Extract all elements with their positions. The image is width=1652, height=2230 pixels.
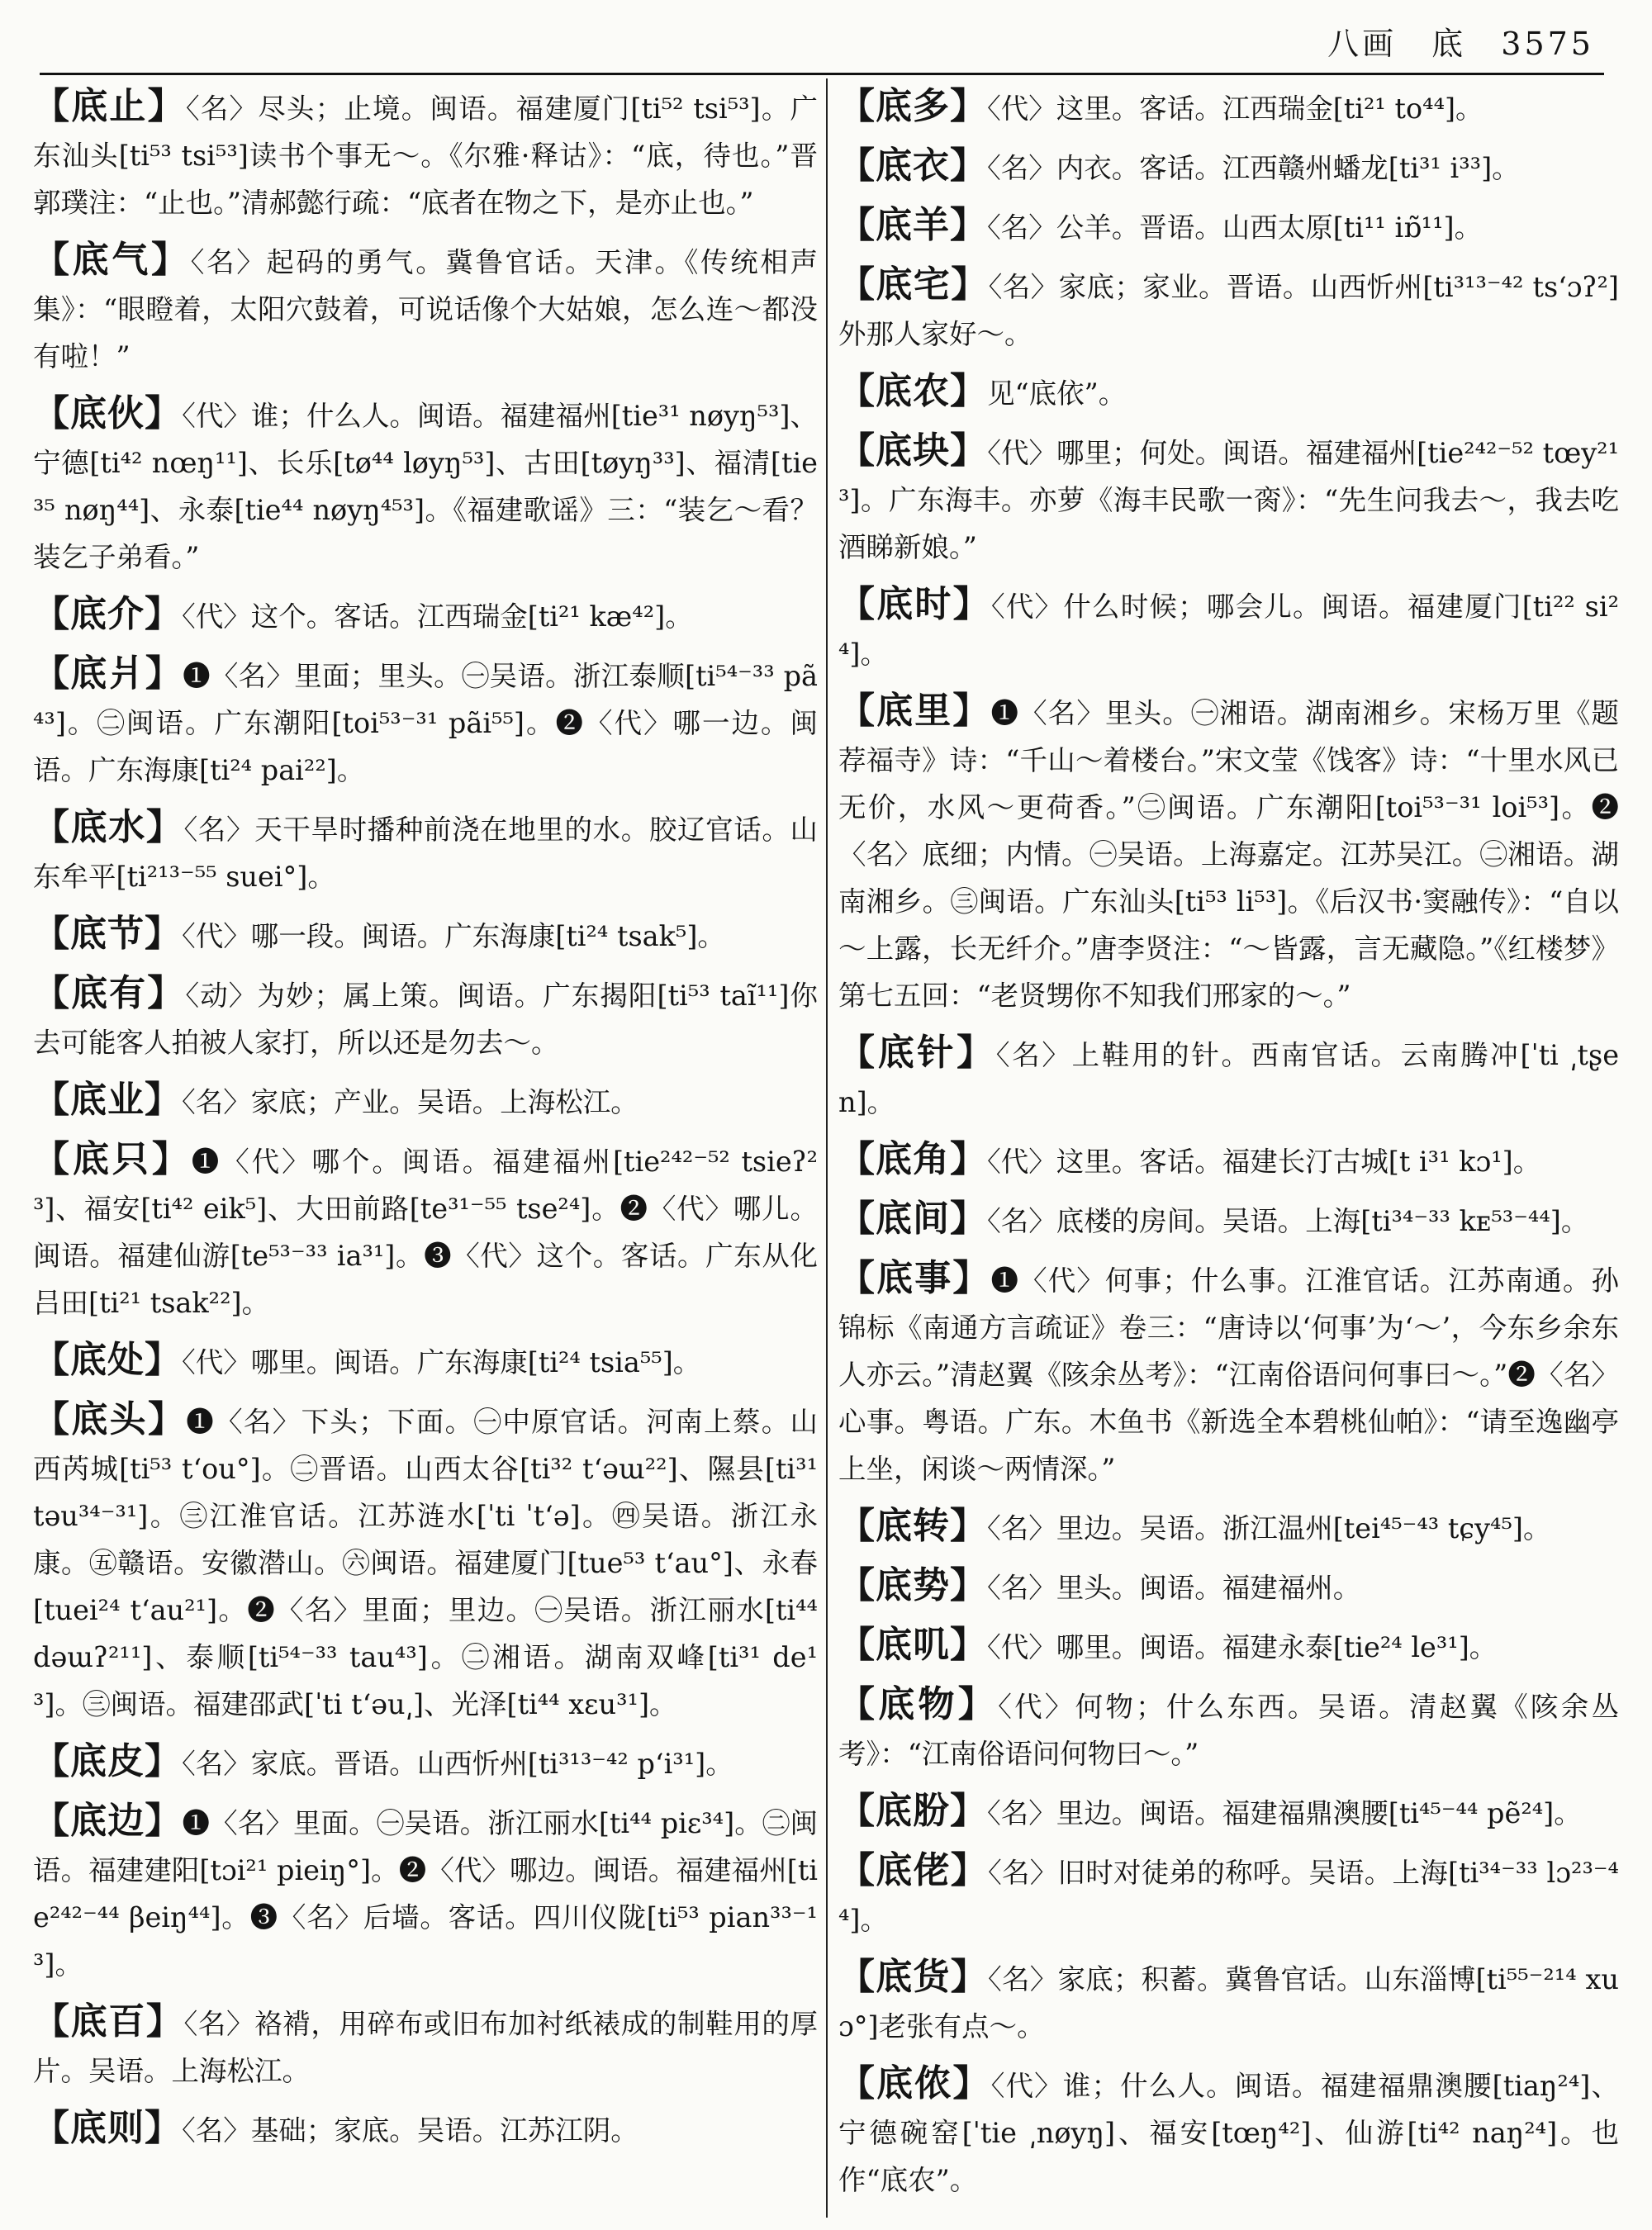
headword-text: 底处 (70, 1339, 145, 1381)
entry-definition: 〈名〉尽头；止境。闽语。福建厦门[ti⁵² tsi⁵³]。广东汕头[ti⁵³ tsi⁵³]读书个事无～。《尔雅·释诂》：“底，待也。”晋郭璞注：“止也。”清郝懿行疏：“底者在物之下，是亦止也。” (33, 93, 818, 219)
entry-headword: 【底头】 (33, 1398, 187, 1440)
headword-text: 底侬 (876, 2062, 953, 2104)
entry-headword: 【底肦】 (838, 1790, 987, 1832)
entry-headword: 【底多】 (838, 85, 987, 127)
entry-definition: 〈名〉家底。晋语。山西忻州[ti³¹³⁻⁴² pʻi³¹]。 (182, 1748, 733, 1780)
dictionary-entry (838, 1255, 1619, 1492)
entry-definition: 见“底依”。 (987, 377, 1127, 410)
dictionary-entry (838, 142, 1619, 192)
headword-text: 底只 (72, 1138, 152, 1180)
entry-definition: 〈代〉谁；什么人。闽语。福建福鼎澳腰[tiaŋ²⁴]、宁德碗窑[ˈtie ͵nøyŋ]、福安[tœŋ⁴²]、仙游[ti⁴² naŋ²⁴]。也作“底农”。 (838, 2070, 1619, 2196)
entry-definition: 〈名〉内衣。客话。江西赣州蟠龙[ti³¹ i³³]。 (987, 152, 1520, 184)
headword-text: 底伙 (70, 392, 145, 434)
dictionary-entry (838, 581, 1619, 677)
dictionary-entry (33, 1076, 818, 1126)
headword-text: 底多 (876, 85, 950, 127)
entry-definition: 〈名〉里边。闽语。福建福鼎澳腰[ti⁴⁵⁻⁴⁴ pẽ²⁴]。 (987, 1797, 1582, 1829)
dictionary-entry (838, 1562, 1619, 1611)
entry-definition: 〈代〉这里。客话。福建长汀古城[t i³¹ kɔ¹]。 (987, 1146, 1541, 1178)
entry-headword: 【底货】 (838, 1956, 988, 1998)
entry-headword: 【底衣】 (838, 145, 987, 187)
entry-definition: ❶〈名〉里面；里头。㊀吴语。浙江泰顺[ti⁵⁴⁻³³ pã⁴³]。㊁闽语。广东潮阳[toi⁵³⁻³¹ pãi⁵⁵]。❷〈代〉哪一边。闽语。广东海康[ti²⁴ pai²²]。 (33, 660, 818, 786)
headword-text: 底边 (70, 1800, 145, 1842)
entry-headword: 【底时】 (838, 583, 991, 625)
dictionary-entry (33, 970, 818, 1066)
entry-headword: 【底则】 (33, 2107, 182, 2149)
entry-definition: 〈名〉基础；家底。吴语。江苏江阴。 (182, 2114, 638, 2147)
entry-definition: 〈名〉旧时对徒弟的称呼。吴语。上海[ti³⁴⁻³³ lɔ²³⁻⁴⁴]。 (838, 1857, 1619, 1936)
entry-definition: 〈名〉上鞋用的针。西南官话。云南腾冲[ˈti ͵tʂen]。 (838, 1039, 1619, 1118)
column-divider (826, 78, 828, 2218)
entry-definition: 〈名〉底楼的房间。吴语。上海[ti³⁴⁻³³ kᴇ⁵³⁻⁴⁴]。 (987, 1205, 1589, 1237)
dictionary-entry (838, 1195, 1619, 1245)
headword-text: 底佬 (876, 1849, 951, 1891)
entry-headword: 【底业】 (33, 1079, 182, 1121)
entry-headword: 【底侬】 (838, 2062, 991, 2104)
entry-headword: 【底物】 (838, 1683, 999, 1725)
dictionary-entry (838, 427, 1619, 571)
dictionary-entry (838, 83, 1619, 132)
entry-headword: 【底百】 (33, 2000, 184, 2043)
entry-headword: 【底势】 (838, 1564, 987, 1606)
entry-headword: 【底止】 (33, 85, 186, 127)
dictionary-entry (838, 1029, 1619, 1126)
entry-headword: 【底有】 (33, 972, 186, 1014)
dictionary-entry (33, 1738, 818, 1787)
dictionary-entry (838, 368, 1619, 417)
dictionary-entry (33, 1797, 818, 1988)
headword-text: 底止 (71, 85, 148, 127)
dictionary-entry (838, 1847, 1619, 1943)
headword-text: 底爿 (70, 652, 145, 695)
dictionary-entry (33, 1998, 818, 2095)
headword-text: 底事 (876, 1257, 953, 1299)
headword-text: 底皮 (70, 1740, 145, 1782)
dictionary-entry (33, 2104, 818, 2154)
headword-text: 底肦 (876, 1790, 950, 1832)
entry-headword: 【底处】 (33, 1339, 182, 1381)
headword-text: 底气 (72, 239, 151, 281)
dictionary-entry (838, 1681, 1619, 1777)
headword-text: 底势 (876, 1564, 950, 1606)
left-column (33, 83, 818, 2213)
entry-definition: 〈名〉里头。闽语。福建福州。 (987, 1572, 1361, 1604)
headword-text: 底百 (70, 2000, 146, 2043)
entry-headword: 【底爿】 (33, 652, 183, 695)
headword-text: 底块 (876, 429, 951, 472)
entry-headword: 【底针】 (838, 1032, 996, 1074)
page-header (0, 0, 1652, 76)
entry-definition: ❶〈名〉下头；下面。㊀中原官话。河南上蔡。山西芮城[ti⁵³ tʻou°]。㊁晋语。山西太谷[ti³² tʻəɯ²²]、隰县[ti³¹ təu³⁴⁻³¹]。㊂江淮官话。江苏涟水[ˈti ˈtʻə]。㊃吴语。浙江永康。㊄赣语。安徽潜山。㊅闽语。福建厦门[tue⁵³ tʻau°]、永春[tuei²⁴ tʻau²¹]。❷〈名〉里面；里边。㊀吴语。浙江丽水[ti⁴⁴ dəɯʔ²¹¹]、泰顺[ti⁵⁴⁻³³ tau⁴³]。㊁湘语。湖南双峰[ti³¹ de¹³]。㊂闽语。福建邵武[ˈti tʻəu͵]、光泽[ti⁴⁴ xɛu³¹]。 (33, 1406, 818, 1720)
headword-text: 底转 (876, 1505, 950, 1547)
dictionary-entry (33, 804, 818, 900)
headword-text: 底里 (876, 690, 953, 732)
headword-text: 底羊 (876, 204, 950, 246)
page-number: 3575 (1501, 26, 1594, 62)
headword-text: 底水 (70, 806, 146, 848)
dictionary-entry (838, 1621, 1619, 1671)
entry-headword: 【底农】 (838, 370, 987, 412)
running-head (1306, 18, 1594, 64)
headword-text: 底头 (71, 1398, 148, 1440)
entry-headword: 【底只】 (33, 1138, 192, 1180)
entry-headword: 【底佬】 (838, 1849, 988, 1891)
entry-definition: ❶〈名〉里头。㊀湘语。湖南湘乡。宋杨万里《题荐福寺》诗：“千山～着楼台。”宋文莹《饯客》诗：“十里水风已无价，水风～更荷香。”㊁闽语。广东潮阳[toi⁵³⁻³¹ loi⁵³]。❷〈名〉底细；内情。㊀吴语。上海嘉定。江苏吴江。㊁湘语。湖南湘乡。㊂闽语。广东汕头[ti⁵³ li⁵³]。《后汉书·窦融传》：“自以～上露，长无纤介。”唐李贤注：“～皆露，言无藏隐。”《红楼梦》第七五回：“老贤甥你不知我们邢家的～。” (838, 697, 1619, 1012)
entry-headword: 【底事】 (838, 1257, 991, 1299)
headword-text: 底叽 (876, 1624, 950, 1666)
section-label: 八画 (1327, 26, 1398, 62)
headword-text: 底角 (876, 1138, 950, 1180)
entry-definition: 〈代〉什么时候；哪会儿。闽语。福建厦门[ti²² si²⁴]。 (838, 591, 1619, 670)
headword-char: 底 (1431, 26, 1467, 62)
entry-headword: 【底水】 (33, 806, 184, 848)
entry-definition: 〈名〉起码的勇气。冀鲁官话。天津。《传统相声集》：“眼瞪着，太阳穴鼓着，可说话像个大姑娘，怎么连～都没有啦！” (33, 246, 818, 372)
entry-headword: 【底转】 (838, 1505, 987, 1547)
dictionary-entry (33, 910, 818, 960)
dictionary-entry (838, 687, 1619, 1019)
dictionary-entry (838, 1502, 1619, 1552)
headword-text: 底业 (70, 1079, 145, 1121)
headword-text: 底有 (71, 972, 148, 1014)
entry-definition: 〈代〉哪一段。闽语。广东海康[ti²⁴ tsak⁵]。 (182, 920, 725, 952)
entry-headword: 【底羊】 (838, 204, 987, 246)
entry-headword: 【底角】 (838, 1138, 987, 1180)
headword-text: 底时 (876, 583, 953, 625)
entry-definition: 〈代〉何物；什么东西。吴语。清赵翼《陔余丛考》：“江南俗语问何物曰～。” (838, 1691, 1619, 1770)
dictionary-entry (838, 261, 1619, 358)
dictionary-entry (838, 2060, 1619, 2204)
entry-headword: 【底边】 (33, 1800, 183, 1842)
headword-text: 底衣 (876, 145, 950, 187)
entry-definition: ❶〈代〉哪个。闽语。福建福州[tie²⁴²⁻⁵² tsieʔ²³]、福安[ti⁴² eik⁵]、大田前路[te³¹⁻⁵⁵ tse²⁴]。❷〈代〉哪儿。闽语。福建仙游[te⁵³⁻³³ ia³¹]。❸〈代〉这个。客话。广东从化吕田[ti²¹ tsak²²]。 (33, 1146, 818, 1319)
entry-definition: ❶〈代〉何事；什么事。江淮官话。江苏南通。孙锦标《南通方言疏证》卷三：“唐诗以‘何事’为‘～’，今东乡余东人亦云。”清赵翼《陔余丛考》：“江南俗语问何事曰～。”❷〈名〉心事。粤语。广东。木鱼书《新选全本碧桃仙帕》：“请至逸幽亭上坐，闲谈～两情深。” (838, 1264, 1619, 1485)
headword-text: 底货 (876, 1956, 951, 1998)
headword-text: 底农 (876, 370, 950, 412)
entry-definition: 〈名〉家底；积蓄。冀鲁官话。山东淄博[ti⁵⁵⁻²¹⁴ xuɔ°]老张有点～。 (838, 1963, 1619, 2043)
entry-definition: 〈名〉公羊。晋语。山西太原[ti¹¹ iɒ̃¹¹]。 (987, 211, 1483, 244)
entry-definition: 〈名〉家底；产业。吴语。上海松江。 (182, 1086, 638, 1118)
headword-text: 底则 (70, 2107, 145, 2149)
entry-headword: 【底伙】 (33, 392, 183, 434)
entry-definition: 〈代〉哪里；何处。闽语。福建福州[tie²⁴²⁻⁵² tœy²¹³]。广东海丰。亦萝《海丰民歌一脔》：“先生问我去～，我去吃酒睇新娘。” (838, 437, 1619, 563)
headword-text: 底间 (876, 1198, 950, 1240)
entry-headword: 【底介】 (33, 593, 182, 635)
dictionary-entry (33, 1336, 818, 1386)
dictionary-entry (33, 1396, 818, 1728)
entry-definition: 〈名〉天干旱时播种前浇在地里的水。胶辽官话。山东牟平[ti²¹³⁻⁵⁵ suei°]。 (33, 814, 818, 893)
dictionary-entry (33, 1136, 818, 1326)
dictionary-entry (838, 1953, 1619, 2050)
entry-definition: 〈代〉哪里。闽语。广东海康[ti²⁴ tsia⁵⁵]。 (182, 1346, 701, 1378)
dictionary-entry (33, 236, 818, 380)
entry-definition: 〈代〉谁；什么人。闽语。福建福州[tie³¹ nøyŋ⁵³]、宁德[ti⁴² nœŋ¹¹]、长乐[tø⁴⁴ løyŋ⁵³]、古田[tøyŋ³³]、福清[tie³⁵ nøŋ⁴⁴]、永泰[tie⁴⁴ nøyŋ⁴⁵³]。《福建歌谣》三：“装乞～看？装乞子弟看。” (33, 400, 818, 573)
dictionary-entry (838, 202, 1619, 251)
header-rule (40, 73, 1604, 75)
dictionary-entry (33, 83, 818, 226)
entry-headword: 【底宅】 (838, 263, 989, 306)
entry-headword: 【底皮】 (33, 1740, 182, 1782)
entry-definition: 〈名〉里边。吴语。浙江温州[tei⁴⁵⁻⁴³ tɕy⁴⁵]。 (987, 1512, 1551, 1544)
dictionary-entry (33, 650, 818, 794)
headword-text: 底宅 (876, 263, 952, 306)
dictionary-entry (33, 591, 818, 640)
headword-text: 底物 (878, 1683, 958, 1725)
entry-definition: 〈代〉这个。客话。江西瑞金[ti²¹ kæ⁴²]。 (182, 600, 693, 633)
entry-definition: 〈代〉这里。客话。江西瑞金[ti²¹ to⁴⁴]。 (987, 93, 1483, 125)
entry-definition: ❶〈名〉里面。㊀吴语。浙江丽水[ti⁴⁴ piɛ³⁴]。㊁闽语。福建建阳[tɔi²¹ pieiŋ°]。❷〈代〉哪边。闽语。福建福州[tie²⁴²⁻⁴⁴ βeiŋ⁴⁴]。❸〈名〉后墙。客话。四川仪陇[ti⁵³ pian³³⁻¹³]。 (33, 1807, 818, 1981)
dictionary-entry (33, 390, 818, 581)
entry-headword: 【底间】 (838, 1198, 987, 1240)
right-column (838, 83, 1619, 2213)
headword-text: 底针 (877, 1032, 957, 1074)
entry-headword: 【底块】 (838, 429, 988, 472)
entry-definition: 〈动〉为妙；属上策。闽语。广东揭阳[ti⁵³ taĩ¹¹]你去可能客人拍被人家打，所以还是勿去～。 (33, 980, 818, 1059)
entry-headword: 【底叽】 (838, 1624, 987, 1666)
entry-headword: 【底里】 (838, 690, 991, 732)
dictionary-entry (838, 1136, 1619, 1185)
entry-definition: 〈代〉哪里。闽语。福建永泰[tie²⁴ le³¹]。 (987, 1631, 1498, 1663)
entry-headword: 【底节】 (33, 913, 182, 955)
headword-text: 底介 (70, 593, 145, 635)
headword-text: 底节 (70, 913, 145, 955)
entry-headword: 【底气】 (33, 239, 191, 281)
dictionary-entry (838, 1787, 1619, 1837)
entry-definition: 〈名〉袼褙，用碎布或旧布加衬纸裱成的制鞋用的厚片。吴语。上海松江。 (33, 2008, 818, 2087)
entry-definition: 〈名〉家底；家业。晋语。山西忻州[ti³¹³⁻⁴² tsʻɔʔ²]外那人家好～。 (838, 271, 1619, 350)
